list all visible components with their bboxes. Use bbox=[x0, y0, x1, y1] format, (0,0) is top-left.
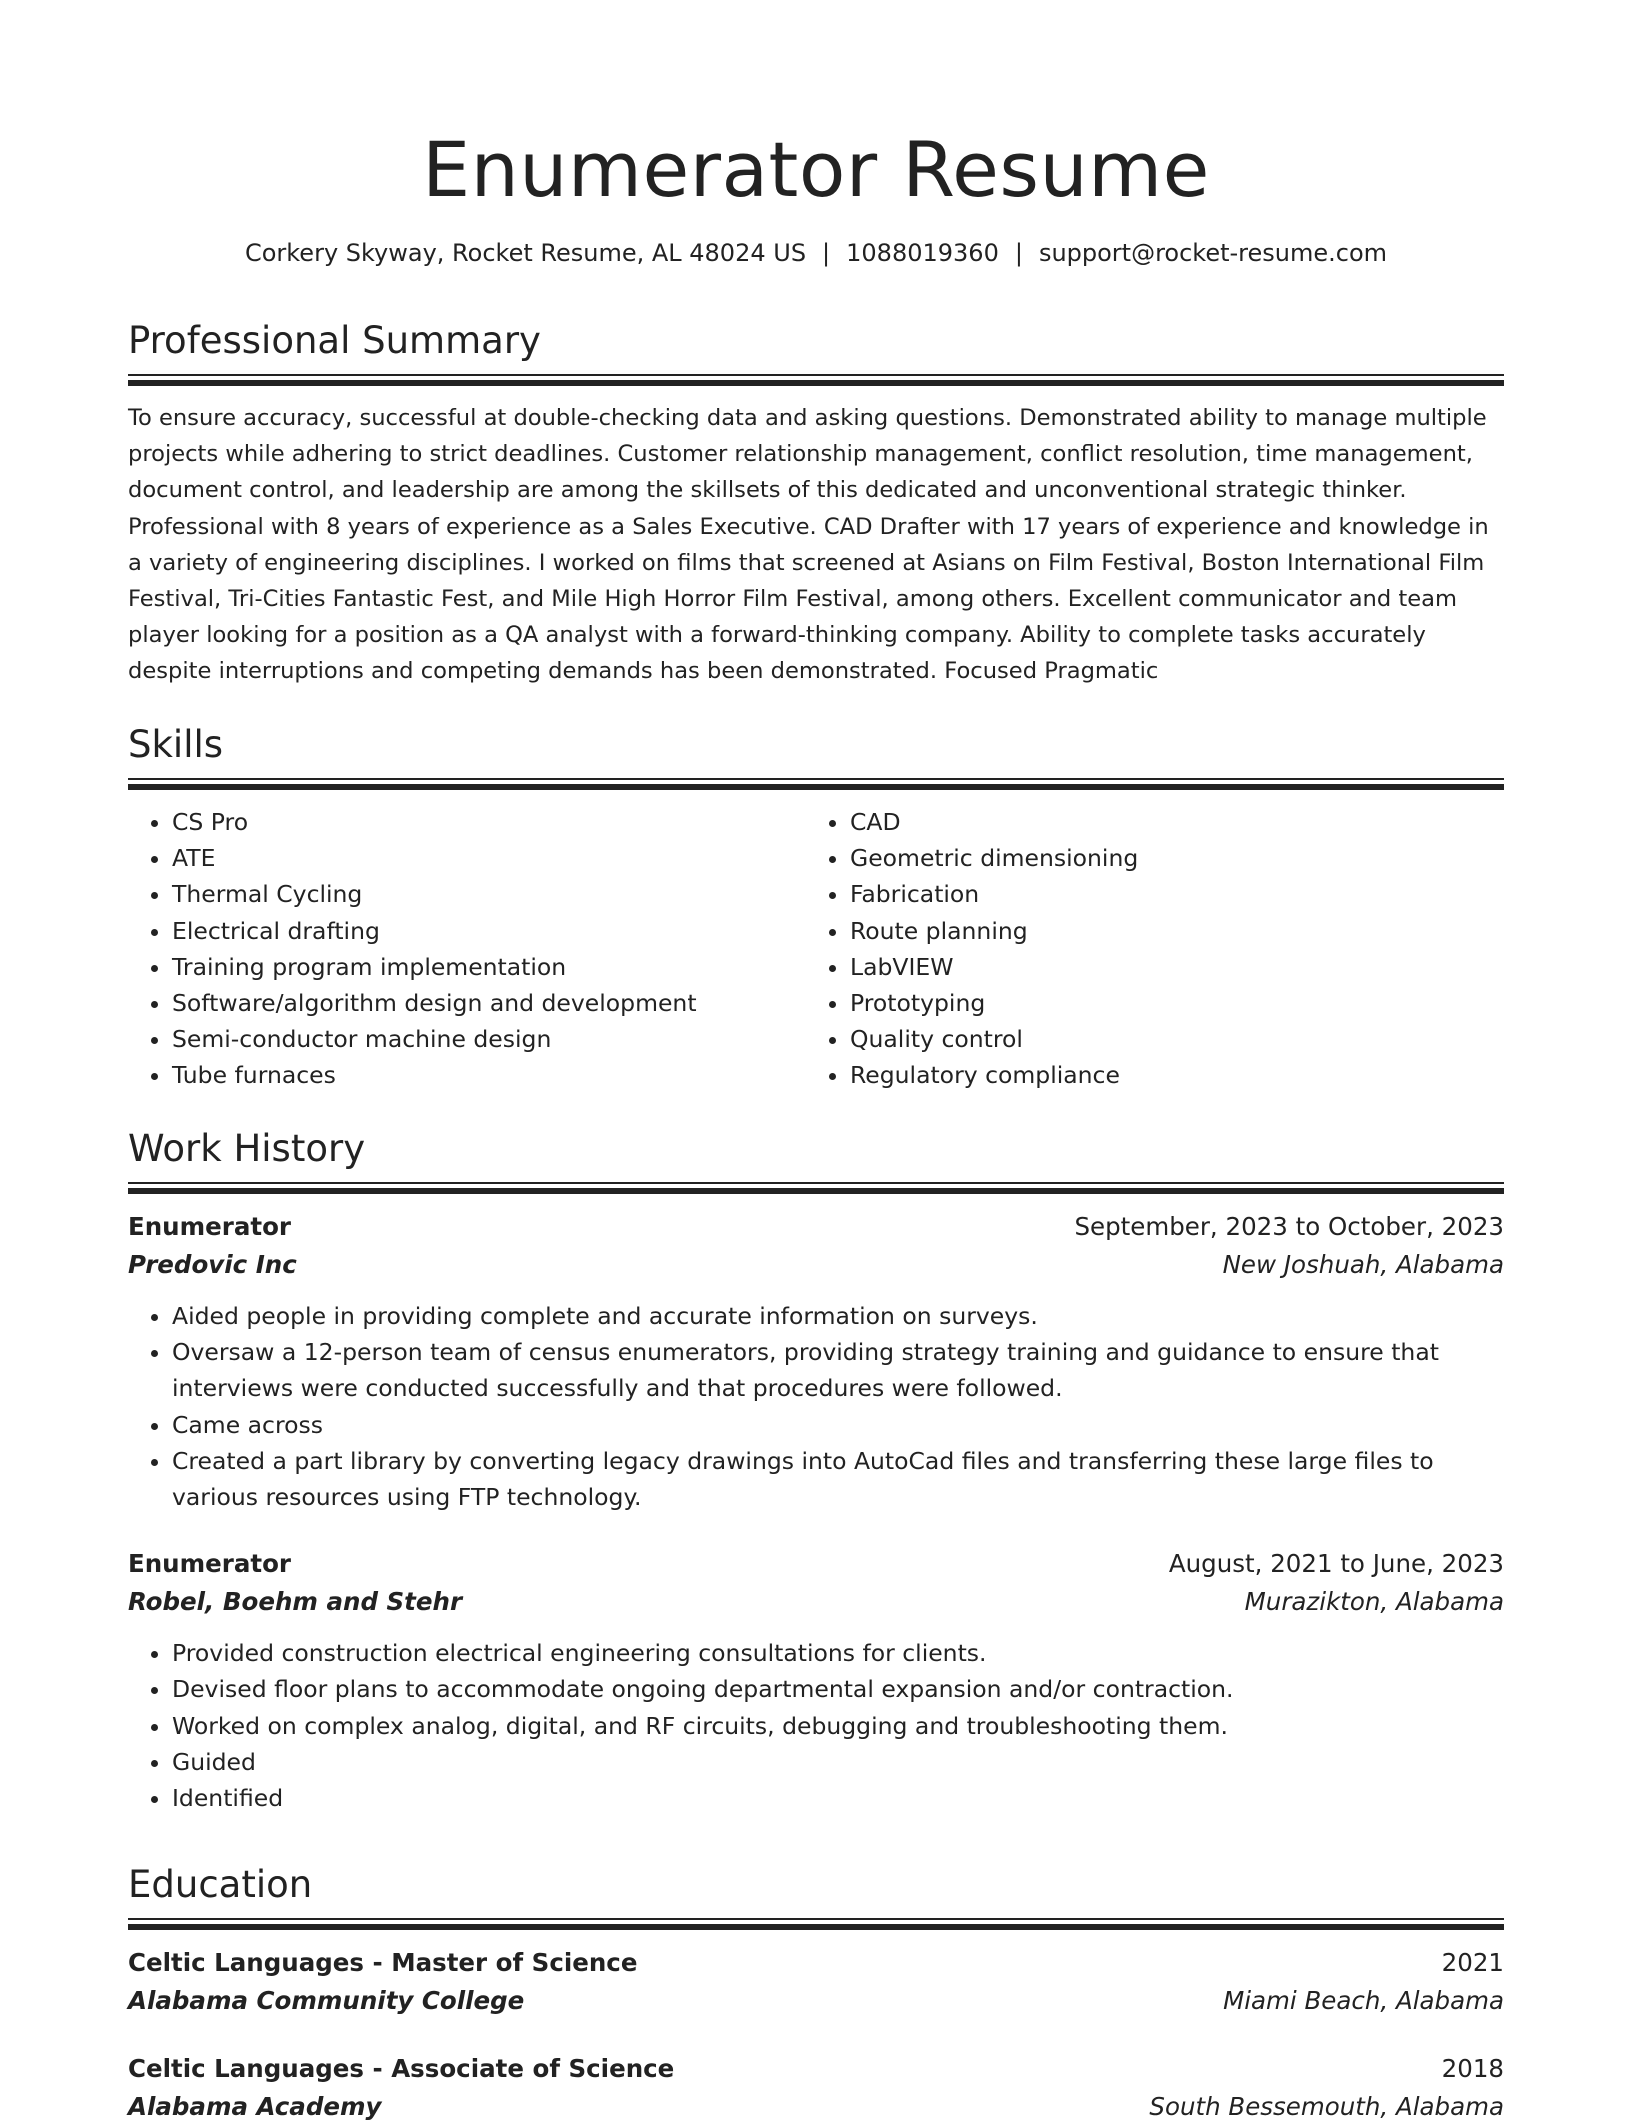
skills-list-left bbox=[128, 804, 806, 1094]
education-header-row bbox=[128, 2050, 1504, 2088]
contact-separator: | bbox=[822, 239, 831, 267]
education-entry bbox=[128, 2050, 1504, 2126]
skill-item: • Software/algorithm design and development bbox=[172, 985, 806, 1021]
section-heading-summary: Professional Summary bbox=[128, 319, 541, 362]
job-bullet: • Came across bbox=[172, 1407, 1504, 1443]
skill-item: • Prototyping bbox=[850, 985, 1484, 1021]
education-year: 2018 bbox=[1441, 2054, 1504, 2083]
education-section bbox=[128, 1862, 1504, 2126]
job-dates: August, 2021 to June, 2023 bbox=[1168, 1549, 1504, 1579]
work-history-section bbox=[128, 1126, 1504, 1816]
contact-separator: | bbox=[1014, 239, 1023, 267]
job-location: Murazikton, Alabama bbox=[1244, 1587, 1504, 1617]
skill-item: • Semi-conductor machine design bbox=[172, 1021, 806, 1057]
job-bullet: • Oversaw a 12-person team of census enumerators, providing strategy training and guidance to ensure that interviews were conducted successfully and that procedures were followed. bbox=[172, 1334, 1504, 1406]
job-bullet: • Worked on complex analog, digital, and RF circuits, debugging and troubleshooting them. bbox=[172, 1708, 1504, 1744]
education-school: Alabama Academy bbox=[128, 2092, 382, 2121]
skill-item: • Tube furnaces bbox=[172, 1057, 806, 1093]
resume-page bbox=[128, 0, 1504, 2121]
skill-item: • Geometric dimensioning bbox=[850, 840, 1484, 876]
education-year: 2021 bbox=[1441, 1948, 1504, 1977]
section-heading-education: Education bbox=[128, 1863, 313, 1906]
summary-text: To ensure accuracy, successful at double-checking data and asking questions. Demonstrated ability to manage multiple projects while adhering to strict deadlines. Customer relationship management, conflict resolution, time management, document control, and leadership are among the skillsets of this dedicated and unconventional strategic thinker. Professional with 8 years of experience as a Sales Executive. CAD Drafter with 17 years of experience and knowledge in a variety of engineering disciplines. I worked on films that screened at Asians on Film Festival, Boston International Film Festival, Tri-Cities Fantastic Fest, and Mile High Horror Film Festival, among others. Excellent communicator and team player looking for a position as a QA analyst with a forward-thinking company. Ability to complete tasks accurately despite interruptions and competing demands has been demonstrated. Focused Pragmatic bbox=[128, 405, 1489, 685]
education-entry bbox=[128, 1944, 1504, 2020]
education-header-row bbox=[128, 1944, 1504, 1982]
job-company-row bbox=[128, 1583, 1504, 1621]
education-location: Miami Beach, Alabama bbox=[1223, 1986, 1504, 2015]
job-bullets bbox=[128, 1635, 1504, 1816]
job-header-row bbox=[128, 1208, 1504, 1246]
skill-item: • Route planning bbox=[850, 913, 1484, 949]
job-entry bbox=[128, 1545, 1504, 1816]
job-title: Enumerator bbox=[128, 1549, 292, 1579]
professional-summary-section bbox=[128, 318, 1504, 712]
section-heading-work: Work History bbox=[128, 1127, 366, 1170]
education-school: Alabama Community College bbox=[128, 1986, 525, 2015]
skill-item: • Fabrication bbox=[850, 876, 1484, 912]
skill-item: • CS Pro bbox=[172, 804, 806, 840]
job-location: New Joshuah, Alabama bbox=[1222, 1250, 1504, 1279]
skill-item: • ATE bbox=[172, 840, 806, 876]
section-divider bbox=[128, 1182, 1504, 1194]
job-bullet: • Provided construction electrical engineering consultations for clients. bbox=[172, 1635, 1504, 1671]
job-title: Enumerator bbox=[128, 1212, 292, 1241]
skills-columns bbox=[128, 804, 1504, 1094]
job-company: Robel, Boehm and Stehr bbox=[128, 1587, 463, 1617]
resume-title: Enumerator Resume bbox=[422, 125, 1210, 214]
job-bullet: • Guided bbox=[172, 1744, 1504, 1780]
contact-email[interactable]: support@rocket-resume.com bbox=[1038, 239, 1388, 267]
skill-item: • Electrical drafting bbox=[172, 913, 806, 949]
job-bullet: • Devised floor plans to accommodate ongoing departmental expansion and/or contraction. bbox=[172, 1671, 1504, 1707]
job-company: Predovic Inc bbox=[128, 1250, 297, 1279]
skill-item: • CAD bbox=[850, 804, 1484, 840]
education-degree: Celtic Languages - Associate of Science bbox=[128, 2054, 675, 2083]
section-heading-skills: Skills bbox=[128, 723, 224, 766]
skill-item: • Regulatory compliance bbox=[850, 1057, 1484, 1093]
skills-list-right bbox=[806, 804, 1484, 1094]
skill-item: • LabVIEW bbox=[850, 949, 1484, 985]
skills-section bbox=[128, 722, 1504, 1094]
job-bullets bbox=[128, 1298, 1504, 1515]
job-header-row bbox=[128, 1545, 1504, 1583]
section-divider bbox=[128, 1918, 1504, 1930]
section-divider bbox=[128, 778, 1504, 790]
education-degree: Celtic Languages - Master of Science bbox=[128, 1948, 638, 1977]
job-dates: September, 2023 to October, 2023 bbox=[1074, 1212, 1504, 1241]
contact-phone: 1088019360 bbox=[846, 239, 999, 267]
skill-item: • Thermal Cycling bbox=[172, 876, 806, 912]
education-school-row bbox=[128, 1982, 1504, 2020]
skill-item: • Training program implementation bbox=[172, 949, 806, 985]
contact-line bbox=[128, 236, 1504, 270]
education-location: South Bessemouth, Alabama bbox=[1149, 2092, 1504, 2121]
job-company-row bbox=[128, 1246, 1504, 1284]
job-bullet: • Created a part library by converting legacy drawings into AutoCad files and transferring these large files to various resources using FTP technology. bbox=[172, 1443, 1504, 1515]
education-school-row bbox=[128, 2088, 1504, 2126]
job-entry bbox=[128, 1208, 1504, 1515]
job-bullet: • Aided people in providing complete and accurate information on surveys. bbox=[172, 1298, 1504, 1334]
job-bullet: • Identified bbox=[172, 1780, 1504, 1816]
contact-address: Corkery Skyway, Rocket Resume, AL 48024 US bbox=[244, 239, 807, 267]
section-divider bbox=[128, 374, 1504, 386]
skill-item: • Quality control bbox=[850, 1021, 1484, 1057]
